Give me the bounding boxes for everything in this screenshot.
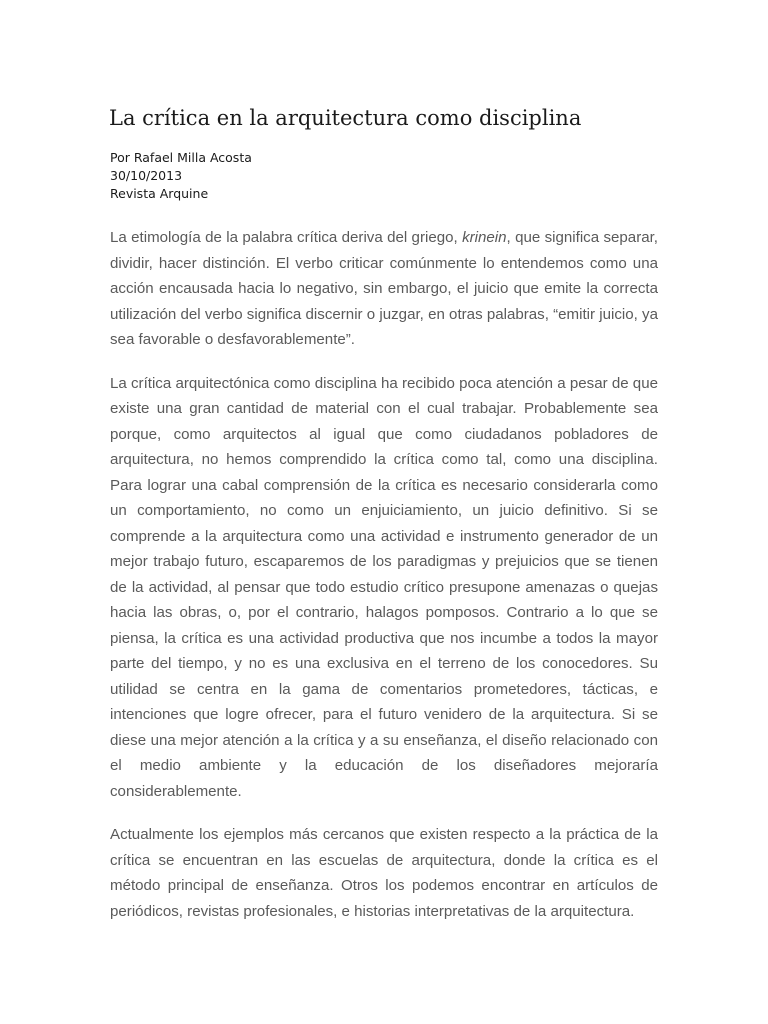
paragraph-1-end: , que significa separar, dividir, hacer distinción. El verbo criticar comúnmente lo entendemos como una acción encausada hacia lo negativo, sin embargo, el juicio que emite la correcta utilización del verbo significa discernir o juzgar, en otras palabras, “emitir juicio, ya sea favorable o desfavorablemente”. <box>110 229 659 348</box>
document-title: La crítica en la arquitectura como disciplina <box>109 106 582 130</box>
paragraph-1-emphasis: krinein <box>462 229 507 246</box>
paragraph-3: Actualmente los ejemplos más cercanos que existen respecto a la práctica de la crítica se encuentran en las escuelas de arquitectura, donde la crítica es el método principal de enseñanza. Otros los podemos encontrar en artículos de periódicos, revistas profesionales, e historias interpretativas de la arquitectura. <box>110 826 658 920</box>
paragraph-1-start: La etimología de la palabra crítica deriva del griego, <box>110 229 463 246</box>
paragraph-2: La crítica arquitectónica como disciplina ha recibido poca atención a pesar de que existe una gran cantidad de material con el cual trabajar. Probablemente sea porque, como arquitectos al igual que como ciudadanos pobladores de arquitectura, no hemos comprendido la crítica como tal, como una disciplina. Para lograr una cabal comprensión de la crítica es necesario considerarla como un comportamiento, no como un enjuiciamiento, un juicio definitivo. Si se comprende a la arquitectura como una actividad e instrumento generador de un mejor trabajo futuro, escaparemos de los paradigmas y prejuicios que se tienen de la actividad, al pensar que todo estudio crítico presupone amenazas o quejas hacia las obras, o, por el contrario, halagos pomposos. Contrario a lo que se piensa, la crítica es una actividad productiva que nos incumbe a todos la mayor parte del tiempo, y no es una exclusiva en el terreno de los conocedores. Su utilidad se centra en la gama de comentarios prometedores, tácticas, e intenciones que logre ofrecer, para el futuro venidero de la arquitectura. Si se diese una mejor atención a la crítica y a su enseñanza, el diseño relacionado con el medio ambiente y la educación de los diseñadores mejoraría considerablemente. <box>110 374 658 800</box>
paragraph-1 <box>110 225 658 353</box>
document-meta <box>110 149 252 203</box>
date-line: 30/10/2013 <box>110 168 183 183</box>
article-body <box>110 225 658 942</box>
author-line: Por Rafael Milla Acosta <box>110 150 252 165</box>
source-line: Revista Arquine <box>110 186 209 201</box>
